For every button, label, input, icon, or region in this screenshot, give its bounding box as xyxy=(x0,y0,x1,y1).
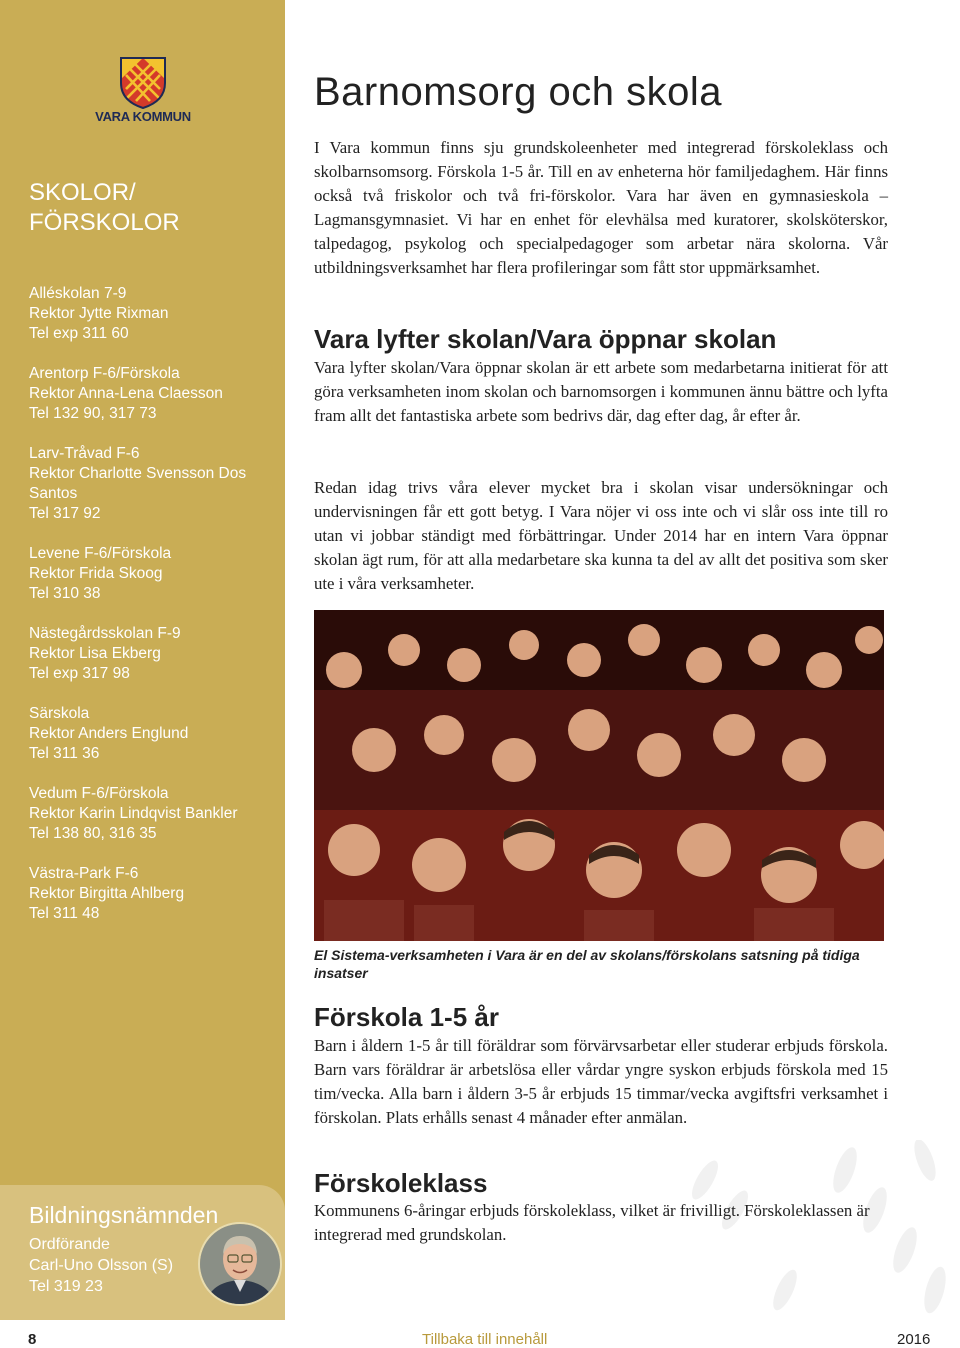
school-rektor: Rektor Charlotte Svensson Dos Santos xyxy=(29,465,247,502)
forskola-paragraph: Barn i åldern 1-5 år till föräldrar som förvärvsarbetar eller studerar erbjuds förskola. Barn vars föräldrar är arbetslösa eller vårdar yngre syskon erbjuds förskola med 15 tim/vecka. Alla barn i åldern 3-5 år erbjuds 15 timmar/vecka avgiftsfri verksamhet i förskolan. Plats erhålls senast 4 månader efter anmälan. xyxy=(314,1036,888,1127)
school-entry xyxy=(29,864,279,924)
school-name: Alléskolan 7-9 xyxy=(29,285,127,302)
back-to-contents-link[interactable]: Tillbaka till innehåll xyxy=(422,1331,548,1348)
board-tel: Tel 319 23 xyxy=(29,1278,103,1295)
vara-kommun-logo xyxy=(88,55,198,130)
section-heading-forskola: Förskola 1-5 år xyxy=(314,1002,499,1032)
forskoleklass-paragraph: Kommunens 6-åringar erbjuds förskoleklass, vilket är frivilligt. Förskoleklassen är integrerad med grundskolan. xyxy=(314,1201,870,1244)
coat-of-arms-icon xyxy=(88,55,198,109)
intro-paragraph: I Vara kommun finns sju grundskoleenheter med integrerad förskoleklass och skolbarnsomsorg. Förskola 1-5 år. Till en av enheterna hör familjedaghem. Här finns också två friskolor och två fri-förskolor. Vara har även en gymnasieskola – Lagmansgymnasiet. Vi har en enhet för elevhälsa med kuratorer, skolsköterskor, talpedagog, psykolog och specialpedagoger som arbetar nära skolorna. Vår utbildningsverksamhet har flera profileringar som fått stor uppmärksamhet. xyxy=(314,138,888,277)
logo-text: VARA KOMMUN xyxy=(95,109,191,124)
section-heading-forskoleklass: Förskoleklass xyxy=(314,1168,488,1198)
footer-year: 2016 xyxy=(897,1331,931,1348)
school-entry xyxy=(29,364,279,424)
school-tel: Tel 132 90, 317 73 xyxy=(29,405,157,422)
school-name: Nästegårdsskolan F-9 xyxy=(29,625,181,642)
school-name: Levene F-6/Förskola xyxy=(29,545,172,562)
school-tel: Tel 317 92 xyxy=(29,505,101,522)
school-tel: Tel 138 80, 316 35 xyxy=(29,825,157,842)
school-rektor: Rektor Birgitta Ahlberg xyxy=(29,885,185,902)
school-name: Larv-Tråvad F-6 xyxy=(29,445,140,462)
school-rektor: Rektor Karin Lindqvist Bankler xyxy=(29,805,238,822)
board-name: Carl-Uno Olsson (S) xyxy=(29,1257,174,1274)
portrait-image xyxy=(200,1224,280,1304)
children-photo xyxy=(314,610,884,941)
school-rektor: Rektor Frida Skoog xyxy=(29,565,163,582)
section1-paragraph-1: Vara lyfter skolan/Vara öppnar skolan är ett arbete som medarbetarna initierat för att göra verksamheten inom skolan och barnomsorgen i kommunen ännu bättre och lyfta fram allt det fantastiska arbete som bedrivs där, dag efter dag, år efter år. xyxy=(314,358,888,425)
page-number: 8 xyxy=(28,1331,37,1348)
board-title: Bildningsnämnden xyxy=(29,1202,219,1228)
school-name: Vedum F-6/Förskola xyxy=(29,785,169,802)
school-entry xyxy=(29,284,279,344)
school-tel: Tel 310 38 xyxy=(29,585,101,602)
photo-caption: El Sistema-verksamheten i Vara är en del av skolans/förskolans satsning på tidiga insatser xyxy=(314,947,860,981)
page-title: Barnomsorg och skola xyxy=(314,70,722,114)
audience-photo-image xyxy=(314,610,884,941)
school-name: Västra-Park F-6 xyxy=(29,865,139,882)
school-name: Arentorp F-6/Förskola xyxy=(29,365,180,382)
school-tel: Tel 311 48 xyxy=(29,905,100,922)
school-tel: Tel exp 317 98 xyxy=(29,665,130,682)
school-entry xyxy=(29,784,279,844)
school-entry xyxy=(29,444,279,524)
school-rektor: Rektor Anna-Lena Claesson xyxy=(29,385,223,402)
school-entry xyxy=(29,544,279,604)
school-rektor: Rektor Lisa Ekberg xyxy=(29,645,161,662)
school-rektor: Rektor Jytte Rixman xyxy=(29,305,169,322)
board-info xyxy=(29,1200,218,1297)
school-list xyxy=(29,284,279,944)
school-entry xyxy=(29,704,279,764)
school-name: Särskola xyxy=(29,705,90,722)
school-tel: Tel 311 36 xyxy=(29,745,100,762)
school-entry xyxy=(29,624,279,684)
section1-paragraph-2: Redan idag trivs våra elever mycket bra i skolan visar undersökningar och undervisningen får ett gott betyg. I Vara nöjer vi oss inte och vi slår oss inte till ro utan vi jobbar ständigt med förbättringar. Under 2014 har en intern Vara öppnar skolan ägt rum, för att alla medarbetare ska kunna ta del av allt det positiva som sker ute i våra verksamheter. xyxy=(314,478,888,593)
sidebar-title: SKOLOR/ FÖRSKOLOR xyxy=(29,179,180,236)
board-role: Ordförande xyxy=(29,1236,110,1253)
chairman-portrait xyxy=(198,1222,282,1306)
school-rektor: Rektor Anders Englund xyxy=(29,725,189,742)
school-tel: Tel exp 311 60 xyxy=(29,325,129,342)
section-heading-vara-lyfter: Vara lyfter skolan/Vara öppnar skolan xyxy=(314,324,777,354)
